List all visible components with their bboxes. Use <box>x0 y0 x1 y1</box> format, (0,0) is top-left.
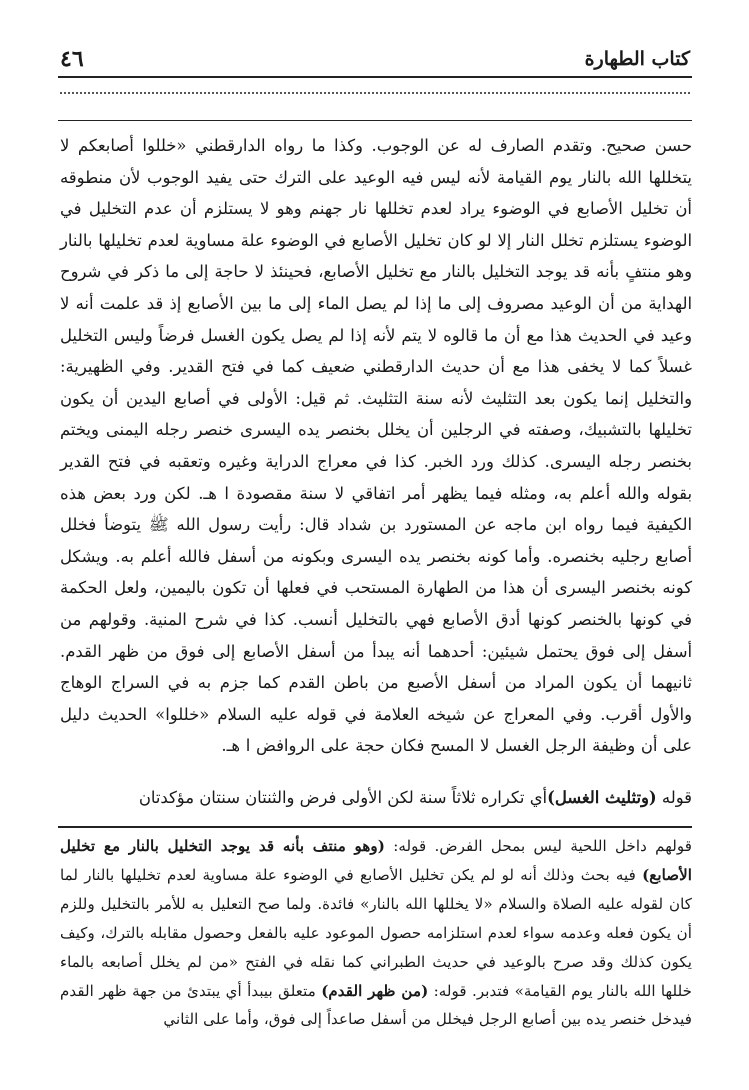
page-number: ٤٦ <box>60 46 84 72</box>
excerpt-text: أي تكراره ثلاثاً سنة لكن الأولى فرض والثنتان سنتان مؤكدتان <box>138 788 548 807</box>
footnote-quote-2: (من ظهر القدم) <box>321 981 429 1000</box>
page-header <box>60 44 690 74</box>
footnote-text-c: متعلق بيبدأ أي يبتدئ من جهة ظهر القدم فيدخل خنصر يده بين أصابع الرجل فيخلل من أسفل صاعداً إلى فوق، وأما على الثاني <box>60 981 692 1029</box>
main-commentary <box>60 130 692 762</box>
matn-excerpt <box>60 782 692 814</box>
commentary-top-rule <box>58 120 692 121</box>
footnote-rule <box>58 826 692 828</box>
main-paragraph: حسن صحيح. وتقدم الصارف له عن الوجوب. وكذا ما رواه الدارقطني «خللوا أصابعكم لا يتخللها الله بالنار يوم القيامة لأنه ليس فيه الوعيد على الترك حتى يفيد الوجوب لأن منطوقه أن تخليل الأصابع في الوضوء يراد لعدم تخللها نار جهنم وهو لا يستلزم أن عدم التخليل في الوضوء يستلزم تخلل النار إلا لو كان تخليل الأصابع في الوضوء علة مساوية لعدم تخليلها بالنار وهو منتفٍ بأنه قد يوجد التخليل بالنار مع تخليل الأصابع، فحينئذ لا حاجة إلى ما ذكر في شروح الهداية من أن الوعيد مصروف إلى ما إذا لم يصل الماء إلى ما بين الأصابع إذ قد علمت أنه لا وعيد في الحديث هذا مع أن ما قالوه لا يتم لأنه إذا لم يصل يكون الغسل فرضاً وليس التخليل غسلاً كما لا يخفى هذا مع أن حديث الدارقطني ضعيف كما في فتح القدير. وفي الظهيرية: والتخليل إنما يكون بعد التثليث لأنه سنة التثليث. ثم قيل: الأولى في أصابع اليدين أن يكون تخليلها بالتشبيك، وصفته في الرجلين أن يخلل بخنصر يده اليسرى خنصر رجله اليمنى ويختم بخنصر رجله اليسرى. كذلك ورد الخبر. كذا في معراج الدراية وغيره وتعقبه في فتح القدير بقوله والله أعلم به، ومثله فيما يظهر أمر اتفاقي لا سنة مقصودة ا هـ. لكن ورد بعض هذه الكيفية فيما رواه ابن ماجه عن المستورد بن شداد قال: رأيت رسول الله ﷺ يتوضأ فخلل أصابع رجليه بخنصره. وأما كونه بخنصر يده اليسرى وبكونه من أسفل فالله أعلم به. ويشكل كونه بخنصر اليسرى أن هذا من الطهارة المستحب في فعلها أن تكون باليمين، ولعل الحكمة في كونها بالخنصر كونها أدق الأصابع فهي بالتخليل أنسب. كذا في شرح المنية. وقولهم من أسفل إلى فوق يحتمل شيئين: أحدهما أنه يبدأ من أسفل الأصابع إلى فوق من ظهر القدم. ثانيهما أن يكون المراد من أسفل الأصبع من باطن القدم كما جزم به في السراج الوهاج والأول أقرب. وفي المعراج عن شيخه العلامة في قوله عليه السلام «خللوا» الحديث دليل على أن وظيفة الرجل الغسل لا المسح فكان حجة على الروافض ا هـ. <box>60 136 692 756</box>
book-title: كتاب الطهارة <box>584 48 690 70</box>
footnote-text-b: فيه بحث وذلك أنه لو لم يكن تخليل الأصابع في الوضوء علة مساوية لعدم تخليلها بالنار لما كان لقوله عليه الصلاة والسلام «لا يخللها الله بالنار» فائدة. ولما صح التعليل به للأمر بالتخليل وللزم أن يكون فعله وعدمه سواء لعدم استلزامه حصول الموعود عليه بالفعل وحصول مقابله بالترك، وكيف يكون كذلك وقد صرح بالوعيد في حديث الطبراني كما نقله في الفتح «من لم يخلل أصابعه بالماء خللها الله بالنار يوم القيامة» فتدبر. قوله: <box>60 865 692 1000</box>
excerpt-prefix: قوله <box>656 788 692 807</box>
footnote-quote-1: (وهو منتف بأنه قد يوجد التخليل بالنار مع تخليل الأصابع) <box>60 837 692 884</box>
excerpt-quote: (وتثليث الغسل) <box>547 788 657 807</box>
dotted-separator <box>60 92 690 98</box>
header-rule <box>58 76 692 78</box>
footnote-text-a: قولهم داخل اللحية ليس بمحل الفرض. قوله: <box>384 837 692 855</box>
footnotes <box>60 832 692 1034</box>
